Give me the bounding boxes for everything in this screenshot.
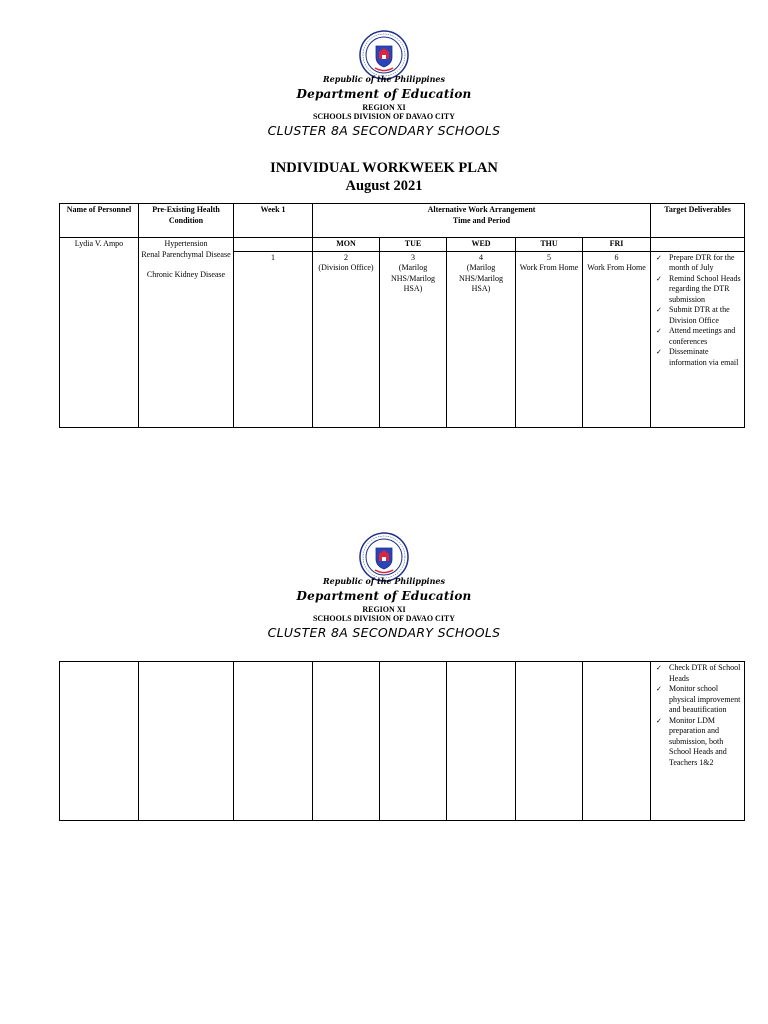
workweek-plan-table — [59, 203, 745, 428]
header-awa-line1: Alternative Work Arrangement — [427, 205, 536, 214]
deped-seal-icon — [359, 532, 409, 582]
check-mark-icon: ✓ — [656, 327, 662, 335]
day-date: 5 — [547, 252, 551, 262]
division-text: SCHOOLS DIVISION OF DAVAO CITY — [312, 614, 456, 623]
republic-text: Republic of the Philippines — [322, 576, 445, 586]
day-activity: (Marilog NHS/Marilog HSA) — [459, 263, 503, 293]
personnel-name: Lydia V. Ampo — [60, 238, 139, 428]
check-mark-icon: ✓ — [656, 306, 662, 314]
health-conditions — [139, 238, 234, 428]
day-mon: MON — [313, 238, 380, 252]
day-date: 6 — [614, 252, 619, 262]
header-health: Pre-Existing Health Condition — [139, 204, 234, 238]
deliverables-cell — [651, 662, 745, 821]
republic-text: Republic of the Philippines — [322, 74, 445, 84]
header-awa — [313, 204, 651, 238]
deliverable-item: ✓ Attend meetings and conferences — [656, 326, 736, 346]
empty-cell — [583, 662, 651, 821]
cluster-name: CLUSTER 8A SECONDARY SCHOOLS — [267, 123, 501, 138]
division-text: SCHOOLS DIVISION OF DAVAO CITY — [312, 112, 456, 121]
deliverables-cell — [651, 251, 745, 427]
deped-seal-icon — [359, 30, 409, 80]
empty-cell — [313, 662, 380, 821]
empty-cell — [234, 662, 313, 821]
empty-cell — [380, 662, 447, 821]
continuation-row — [60, 662, 745, 821]
condition-item: Chronic Kidney Disease — [146, 270, 226, 279]
day-date: 3 — [411, 252, 415, 262]
deliverables-blank-cell — [651, 238, 745, 252]
empty-cell — [60, 662, 139, 821]
header-row — [60, 204, 745, 238]
day-date: 2 — [344, 252, 348, 262]
day-wed: WED — [447, 238, 516, 252]
day-fri: FRI — [583, 238, 651, 252]
day-header-row — [60, 238, 745, 252]
day-date: 4 — [479, 252, 483, 262]
day-activity: Work From Home — [587, 263, 646, 272]
check-mark-icon: ✓ — [656, 664, 662, 672]
header-awa-line2: Time and Period — [452, 215, 511, 225]
empty-cell — [447, 662, 516, 821]
deliverable-item: ✓ Submit DTR at the Division Office — [656, 305, 730, 325]
day-cell-fri — [583, 251, 651, 427]
deliverable-item: ✓ Remind School Heads regarding the DTR submission — [656, 273, 741, 304]
deliverable-item: ✓ Check DTR of School Heads — [656, 663, 741, 683]
condition-item: Hypertension — [164, 239, 208, 248]
week-number: 1 — [234, 251, 313, 427]
day-cell-thu — [516, 251, 583, 427]
cluster-name: CLUSTER 8A SECONDARY SCHOOLS — [267, 625, 501, 640]
day-activity: (Marilog NHS/Marilog HSA) — [391, 263, 435, 293]
check-mark-icon: ✓ — [656, 685, 662, 693]
deliverable-item: ✓ Monitor LDM preparation and submission, both School Heads and Teachers 1&2 — [656, 715, 727, 767]
header-week: Week 1 — [234, 204, 313, 238]
document-title: INDIVIDUAL WORKWEEK PLAN — [270, 160, 498, 176]
condition-item: Renal Parenchymal Disease — [141, 249, 231, 259]
day-cell-tue — [380, 251, 447, 427]
check-mark-icon: ✓ — [656, 348, 662, 356]
document-subtitle: August 2021 — [345, 178, 423, 194]
day-activity: Work From Home — [519, 263, 579, 272]
deliverable-item: ✓ Monitor school physical improvement and beautification — [656, 684, 741, 714]
check-mark-icon: ✓ — [656, 253, 662, 262]
continuation-table — [59, 661, 745, 821]
deliverables-list — [653, 253, 742, 369]
check-mark-icon: ✓ — [656, 274, 662, 283]
header-name: Name of Personnel — [60, 204, 139, 238]
region-text: REGION XI — [362, 103, 406, 112]
department-name: Department of Education — [296, 589, 472, 603]
deliverables-list — [653, 663, 742, 768]
deliverable-item: ✓ Prepare DTR for the month of July — [656, 252, 735, 272]
week-blank-cell — [234, 238, 313, 252]
region-text: REGION XI — [362, 605, 406, 614]
empty-cell — [139, 662, 234, 821]
day-cell-wed — [447, 251, 516, 427]
day-activity: (Division Office) — [318, 263, 374, 272]
check-mark-icon: ✓ — [656, 716, 662, 725]
day-thu: THU — [516, 238, 583, 252]
header-deliverables: Target Deliverables — [651, 204, 745, 238]
day-tue: TUE — [380, 238, 447, 252]
deliverable-item: ✓ Disseminate information via email — [656, 347, 739, 367]
department-name: Department of Education — [296, 87, 472, 101]
day-cell-mon — [313, 251, 380, 427]
empty-cell — [516, 662, 583, 821]
